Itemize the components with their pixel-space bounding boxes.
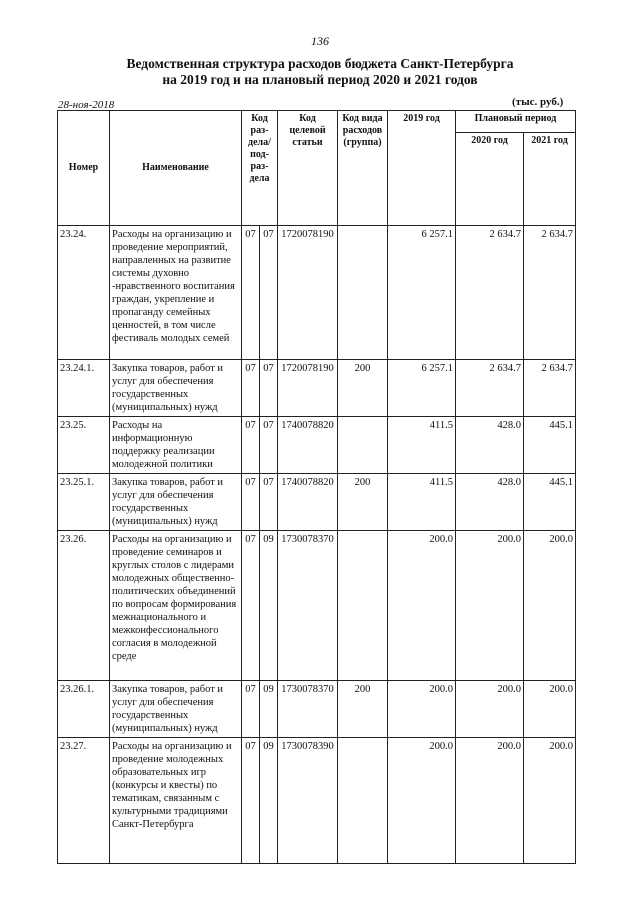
row-value-2021: 200.0	[524, 738, 576, 864]
row-value-2021: 200.0	[524, 681, 576, 738]
row-value-2019: 6 257.1	[388, 360, 456, 417]
table-row	[58, 360, 576, 417]
header-2019: 2019 год	[388, 111, 456, 226]
row-kind: 200	[338, 360, 388, 417]
row-number: 23.25.	[58, 417, 110, 474]
row-target: 1740078820	[278, 474, 338, 531]
table-row	[58, 417, 576, 474]
row-number: 23.25.1.	[58, 474, 110, 531]
row-name: Закупка товаров, работ и услуг для обеспечения государственных (муниципальных) нужд	[110, 474, 242, 531]
row-value-2020: 428.0	[456, 417, 524, 474]
row-number: 23.24.	[58, 226, 110, 360]
row-value-2020: 2 634.7	[456, 360, 524, 417]
row-subsection: 07	[260, 226, 278, 360]
row-section: 07	[242, 531, 260, 681]
row-value-2020: 200.0	[456, 681, 524, 738]
row-value-2021: 2 634.7	[524, 226, 576, 360]
row-section: 07	[242, 417, 260, 474]
row-section: 07	[242, 360, 260, 417]
row-value-2019: 411.5	[388, 474, 456, 531]
header-number: Номер	[58, 111, 110, 226]
row-value-2020: 200.0	[456, 531, 524, 681]
row-number: 23.27.	[58, 738, 110, 864]
row-value-2021: 445.1	[524, 417, 576, 474]
table-row	[58, 681, 576, 738]
row-section: 07	[242, 474, 260, 531]
table-row	[58, 474, 576, 531]
row-value-2019: 200.0	[388, 738, 456, 864]
row-subsection: 07	[260, 417, 278, 474]
header-2020: 2020 год	[456, 133, 524, 226]
row-kind	[338, 226, 388, 360]
units-label: (тыс. руб.)	[512, 96, 564, 108]
row-subsection: 09	[260, 681, 278, 738]
row-name: Расходы на организацию и проведение семинаров и круглых столов с лидерами молодежных общественно-политических объединений по вопросам формирования межнационального и межконфессионального согласия в молодежной среде	[110, 531, 242, 681]
row-section: 07	[242, 226, 260, 360]
row-section: 07	[242, 738, 260, 864]
row-target: 1730078370	[278, 681, 338, 738]
row-section: 07	[242, 681, 260, 738]
row-kind: 200	[338, 681, 388, 738]
row-value-2019: 411.5	[388, 417, 456, 474]
table-row	[58, 738, 576, 864]
document-date: 28-ноя-2018	[58, 99, 115, 111]
document-title-line2: на 2019 год и на плановый период 2020 и 2021 годов	[162, 72, 478, 87]
row-target: 1730078390	[278, 738, 338, 864]
row-number: 23.26.	[58, 531, 110, 681]
header-2021: 2021 год	[524, 133, 576, 226]
header-target: Код целевой статьи	[278, 111, 338, 226]
row-name: Закупка товаров, работ и услуг для обеспечения государственных (муниципальных) нужд	[110, 681, 242, 738]
header-name: Наименование	[110, 111, 242, 226]
table-row	[58, 226, 576, 360]
document-title-line1: Ведомственная структура расходов бюджета Санкт-Петербурга	[126, 56, 514, 71]
row-value-2019: 200.0	[388, 531, 456, 681]
row-subsection: 09	[260, 738, 278, 864]
header-kind: Код вида расходов (группа)	[338, 111, 388, 226]
row-subsection: 07	[260, 474, 278, 531]
row-value-2019: 6 257.1	[388, 226, 456, 360]
row-value-2019: 200.0	[388, 681, 456, 738]
row-value-2021: 2 634.7	[524, 360, 576, 417]
row-value-2020: 428.0	[456, 474, 524, 531]
row-target: 1730078370	[278, 531, 338, 681]
row-value-2020: 2 634.7	[456, 226, 524, 360]
header-section: Код раз-дела/ под-раз-дела	[242, 111, 278, 226]
row-name: Расходы на информационную поддержку реализации молодежной политики	[110, 417, 242, 474]
row-kind: 200	[338, 474, 388, 531]
row-subsection: 07	[260, 360, 278, 417]
row-number: 23.26.1.	[58, 681, 110, 738]
row-name: Расходы на организацию и проведение мероприятий, направленных на развитие системы духовно -нравственного воспитания граждан, укрепление и пропаганду семейных ценностей, в том числе фестиваль молодых семей	[110, 226, 242, 360]
header-planned: Плановый период	[456, 111, 576, 133]
row-name: Расходы на организацию и проведение молодежных образовательных игр (конкурсы и квесты) по тематикам, связанным с культурными традициями Санкт-Петербурга	[110, 738, 242, 864]
page-number: 136	[311, 34, 329, 48]
row-kind	[338, 738, 388, 864]
budget-table	[57, 110, 576, 864]
row-value-2021: 445.1	[524, 474, 576, 531]
table-row	[58, 531, 576, 681]
row-number: 23.24.1.	[58, 360, 110, 417]
row-kind	[338, 417, 388, 474]
row-subsection: 09	[260, 531, 278, 681]
row-target: 1740078820	[278, 417, 338, 474]
row-kind	[338, 531, 388, 681]
row-value-2021: 200.0	[524, 531, 576, 681]
row-target: 1720078190	[278, 226, 338, 360]
row-name: Закупка товаров, работ и услуг для обеспечения государственных (муниципальных) нужд	[110, 360, 242, 417]
row-value-2020: 200.0	[456, 738, 524, 864]
row-target: 1720078190	[278, 360, 338, 417]
